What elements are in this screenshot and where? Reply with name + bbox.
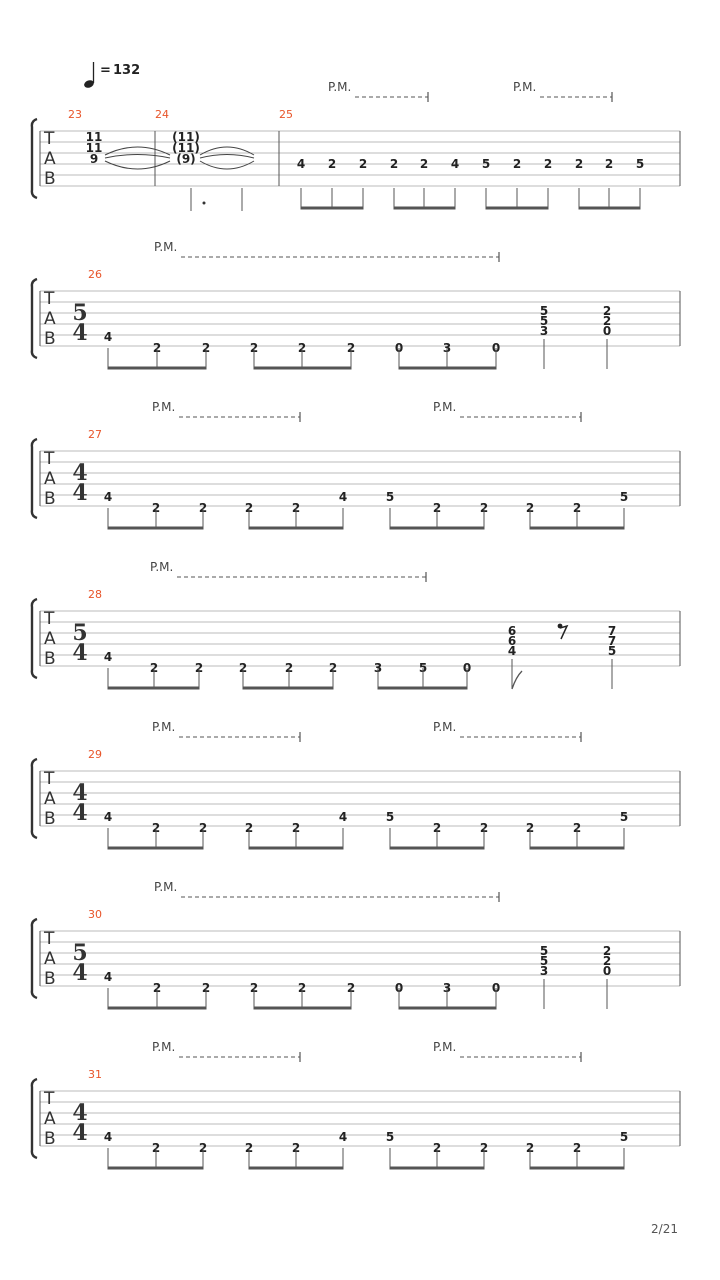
fret-number: 2: [198, 1141, 208, 1155]
tab-clef-letter: A: [44, 629, 56, 649]
tie-curve: [200, 147, 254, 155]
beam: [254, 367, 352, 370]
beam: [486, 207, 549, 210]
fret-number: 5: [385, 490, 395, 504]
eighth-flag: [512, 671, 522, 689]
tab-clef-letter: B: [44, 489, 56, 509]
fret-number: 2: [194, 661, 204, 675]
tab-clef-letter: T: [44, 769, 55, 789]
beam: [249, 847, 344, 850]
fret-number: 2: [525, 1141, 535, 1155]
fret-number: 2: [152, 981, 162, 995]
fret-number: 2: [525, 501, 535, 515]
beam: [254, 1007, 352, 1010]
fret-number: 5: [539, 314, 549, 328]
fret-number: 2: [198, 821, 208, 835]
beam: [108, 367, 207, 370]
fret-number: 4: [296, 157, 306, 171]
fret-number: 0: [394, 341, 404, 355]
tab-clef-letter: T: [44, 289, 55, 309]
beam: [399, 367, 497, 370]
palm-mute-label: P.M.: [433, 400, 457, 414]
tab-clef-letter: B: [44, 329, 56, 349]
fret-number: 2: [249, 981, 259, 995]
system-bracket: [32, 599, 37, 678]
system-bracket: [32, 759, 37, 838]
fret-number: 4: [103, 330, 113, 344]
time-signature-bottom: 4: [72, 1120, 88, 1146]
fret-number: 2: [346, 341, 356, 355]
fret-number: 4: [507, 644, 517, 658]
fret-number: 5: [607, 644, 617, 658]
fret-number: 4: [338, 490, 348, 504]
palm-mute-label: P.M.: [152, 1040, 176, 1054]
eighth-rest-icon: [558, 624, 567, 639]
fret-number: 2: [602, 944, 612, 958]
fret-number: 2: [249, 341, 259, 355]
tab-clef-letter: A: [44, 149, 56, 169]
fret-number: 2: [479, 1141, 489, 1155]
time-signature-bottom: 4: [72, 480, 88, 506]
tab-clef-letter: T: [44, 1089, 55, 1109]
tie-curve: [105, 155, 170, 159]
fret-number: 5: [418, 661, 428, 675]
fret-number: 2: [574, 157, 584, 171]
tie-curve: [200, 161, 254, 169]
fret-number: 2: [572, 821, 582, 835]
fret-number: 2: [152, 341, 162, 355]
beam: [530, 1167, 625, 1170]
fret-number: 2: [328, 661, 338, 675]
system-5: [32, 720, 680, 850]
beam: [108, 1167, 204, 1170]
measure-number: 29: [88, 748, 102, 761]
palm-mute-label: P.M.: [152, 400, 176, 414]
fret-number: 2: [432, 501, 442, 515]
system-4: [32, 560, 680, 690]
measure-number: 27: [88, 428, 102, 441]
tab-clef-letter: T: [44, 609, 55, 629]
beam: [579, 207, 641, 210]
beam: [530, 847, 625, 850]
system-7: [32, 1040, 680, 1170]
time-signature-bottom: 4: [72, 800, 88, 826]
system-bracket: [32, 919, 37, 998]
fret-number: 2: [358, 157, 368, 171]
tab-clef-letter: A: [44, 1109, 56, 1129]
beam: [301, 207, 364, 210]
fret-number: 2: [291, 821, 301, 835]
system-2: [32, 240, 680, 370]
fret-number: 2: [432, 1141, 442, 1155]
beam: [108, 847, 204, 850]
tab-clef-letter: B: [44, 969, 56, 989]
fret-number: 0: [394, 981, 404, 995]
fret-number: (11): [172, 130, 200, 144]
system-bracket: [32, 279, 37, 358]
palm-mute-label: P.M.: [150, 560, 174, 574]
fret-number: 5: [539, 944, 549, 958]
tab-clef-letter: B: [44, 649, 56, 669]
fret-number: 2: [572, 1141, 582, 1155]
time-signature-bottom: 4: [72, 640, 88, 666]
fret-number: 5: [481, 157, 491, 171]
beam: [378, 687, 468, 690]
palm-mute-label: P.M.: [154, 880, 178, 894]
system-bracket: [32, 1079, 37, 1158]
beam: [108, 687, 200, 690]
fret-number: 5: [619, 490, 629, 504]
time-signature-top: 5: [72, 620, 88, 646]
palm-mute-label: P.M.: [433, 720, 457, 734]
fret-number: 11: [85, 130, 103, 144]
fret-number: 4: [103, 810, 113, 824]
fret-number: 2: [201, 341, 211, 355]
tie-curve: [200, 155, 254, 159]
time-signature-top: 4: [72, 1100, 88, 1126]
tab-clef-letter: T: [44, 129, 55, 149]
beam: [394, 207, 456, 210]
time-signature-top: 5: [72, 300, 88, 326]
fret-number: 2: [479, 821, 489, 835]
tempo-bpm: 132: [113, 63, 141, 78]
measure-number: 24: [155, 108, 169, 121]
beam: [249, 1167, 344, 1170]
fret-number: 9: [89, 152, 99, 166]
fret-number: 3: [539, 324, 549, 338]
measure-number: 31: [88, 1068, 102, 1081]
palm-mute-label: P.M.: [328, 80, 352, 94]
tab-clef-letter: A: [44, 789, 56, 809]
tie-curve: [105, 161, 170, 169]
fret-number: 7: [607, 624, 617, 638]
tab-clef-letter: T: [44, 449, 55, 469]
measure-number: 25: [279, 108, 293, 121]
system-1: [32, 80, 680, 211]
fret-number: 2: [602, 314, 612, 328]
fret-number: 2: [151, 501, 161, 515]
fret-number: 0: [491, 981, 501, 995]
tab-clef-letter: A: [44, 309, 56, 329]
fret-number: 3: [539, 964, 549, 978]
fret-number: 11: [85, 141, 103, 155]
fret-number: 6: [507, 634, 517, 648]
palm-mute-label: P.M.: [152, 720, 176, 734]
tab-clef-letter: B: [44, 809, 56, 829]
fret-number: 3: [442, 341, 452, 355]
time-signature-bottom: 4: [72, 320, 88, 346]
fret-number: 5: [635, 157, 645, 171]
tab-clef-letter: B: [44, 169, 56, 189]
fret-number: 2: [151, 821, 161, 835]
system-bracket: [32, 119, 37, 198]
fret-number: 2: [604, 157, 614, 171]
fret-number: 0: [462, 661, 472, 675]
fret-number: 4: [338, 810, 348, 824]
tab-clef-letter: A: [44, 469, 56, 489]
fret-number: 2: [419, 157, 429, 171]
beam: [399, 1007, 497, 1010]
time-signature-top: 4: [72, 780, 88, 806]
fret-number: 2: [602, 304, 612, 318]
time-signature-top: 5: [72, 940, 88, 966]
fret-number: 2: [512, 157, 522, 171]
fret-number: 2: [198, 501, 208, 515]
fret-number: 5: [619, 1130, 629, 1144]
time-signature-bottom: 4: [72, 960, 88, 986]
tempo-equals: =: [100, 63, 111, 78]
measure-number: 30: [88, 908, 102, 921]
system-bracket: [32, 439, 37, 518]
tab-clef-letter: A: [44, 949, 56, 969]
dot: [203, 202, 206, 205]
fret-number: 2: [602, 954, 612, 968]
fret-number: 2: [572, 501, 582, 515]
fret-number: 0: [602, 964, 612, 978]
fret-number: 2: [525, 821, 535, 835]
beam: [108, 527, 204, 530]
fret-number: 5: [539, 304, 549, 318]
system-3: [32, 400, 680, 530]
fret-number: 2: [244, 1141, 254, 1155]
fret-number: 2: [479, 501, 489, 515]
time-signature-top: 4: [72, 460, 88, 486]
palm-mute-label: P.M.: [513, 80, 537, 94]
fret-number: (9): [176, 152, 196, 166]
fret-number: 2: [543, 157, 553, 171]
fret-number: 3: [442, 981, 452, 995]
tie-curve: [105, 147, 170, 155]
fret-number: 2: [327, 157, 337, 171]
beam: [243, 687, 334, 690]
beam: [390, 1167, 485, 1170]
fret-number: 2: [297, 981, 307, 995]
fret-number: 3: [373, 661, 383, 675]
fret-number: 2: [238, 661, 248, 675]
measure-number: 23: [68, 108, 82, 121]
fret-number: 2: [432, 821, 442, 835]
beam: [108, 1007, 207, 1010]
fret-number: 2: [297, 341, 307, 355]
palm-mute-label: P.M.: [154, 240, 178, 254]
fret-number: 4: [450, 157, 460, 171]
fret-number: 2: [244, 821, 254, 835]
beam: [249, 527, 344, 530]
fret-number: 2: [149, 661, 159, 675]
fret-number: 5: [385, 810, 395, 824]
fret-number: (11): [172, 141, 200, 155]
beam: [530, 527, 625, 530]
fret-number: 4: [103, 650, 113, 664]
tab-clef-letter: T: [44, 929, 55, 949]
tab-clef-letter: B: [44, 1129, 56, 1149]
measure-number: 26: [88, 268, 102, 281]
fret-number: 2: [201, 981, 211, 995]
fret-number: 4: [103, 1130, 113, 1144]
fret-number: 2: [291, 501, 301, 515]
fret-number: 7: [607, 634, 617, 648]
palm-mute-label: P.M.: [433, 1040, 457, 1054]
fret-number: 2: [346, 981, 356, 995]
fret-number: 0: [602, 324, 612, 338]
beam: [390, 527, 485, 530]
system-6: [32, 880, 680, 1010]
fret-number: 2: [284, 661, 294, 675]
fret-number: 2: [291, 1141, 301, 1155]
fret-number: 5: [385, 1130, 395, 1144]
fret-number: 6: [507, 624, 517, 638]
fret-number: 2: [151, 1141, 161, 1155]
fret-number: 4: [103, 970, 113, 984]
fret-number: 2: [389, 157, 399, 171]
tempo-marking: [83, 62, 140, 89]
fret-number: 4: [103, 490, 113, 504]
fret-number: 4: [338, 1130, 348, 1144]
fret-number: 2: [244, 501, 254, 515]
beam: [390, 847, 485, 850]
fret-number: 0: [491, 341, 501, 355]
fret-number: 5: [619, 810, 629, 824]
measure-number: 28: [88, 588, 102, 601]
page-number: 2/21: [651, 1222, 678, 1236]
fret-number: 5: [539, 954, 549, 968]
